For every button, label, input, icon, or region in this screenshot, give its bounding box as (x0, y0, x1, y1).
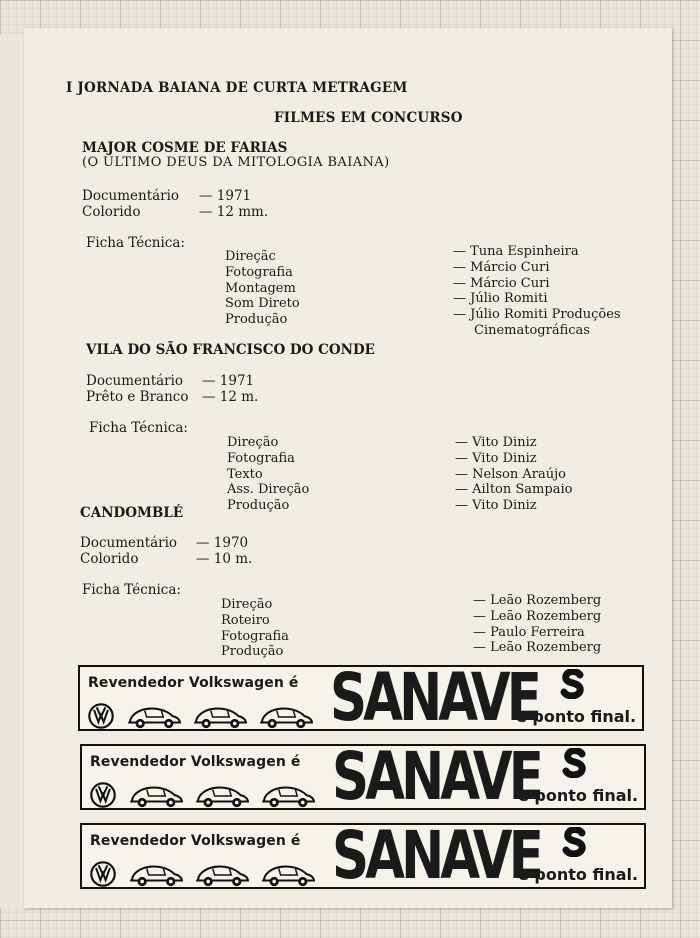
ficha-label: Ficha Técnica: (89, 420, 188, 436)
credit-roles (227, 435, 309, 514)
credit-name: — Paulo Ferreira (473, 624, 585, 640)
credit-name: — Márcio Curi (453, 275, 550, 291)
credit-name: — Júlio Romiti Produções (453, 307, 621, 323)
left-page-edge (0, 34, 27, 908)
role: Roteiro (221, 612, 270, 628)
role: Produção (225, 312, 288, 328)
section-title: FILMES EM CONCURSO (274, 110, 463, 126)
film-type: Documentário (80, 535, 178, 551)
role: Direção (221, 597, 273, 612)
ad-slogan: e ponto final. (518, 786, 639, 805)
film-gauge: — 12 m. (202, 389, 259, 405)
credit-names (473, 593, 601, 656)
volkswagen-logo-icon (88, 703, 114, 729)
credit-roles (225, 249, 300, 328)
sanave-s-logo-icon (562, 748, 588, 778)
beetle-cars-icon (124, 705, 320, 729)
ad-tagline: Revendedor Volkswagen é (88, 675, 299, 691)
ficha-label: Ficha Técnica: (86, 235, 185, 251)
credit-name: — Ailton Sampaio (455, 482, 573, 498)
film-color: Prêto e Branco (86, 389, 189, 405)
credit-names (455, 435, 572, 514)
sanave-s-logo-icon (562, 827, 588, 857)
film-color: Colorido (80, 551, 139, 567)
film-gauge: — 12 mm. (199, 204, 269, 220)
credit-name: — Márcio Curi (453, 259, 550, 275)
film-color: Colorido (82, 204, 141, 220)
role: Fotografia (225, 264, 293, 280)
film-year: — 1971 (202, 373, 255, 389)
film-title-vila: VILA DO SÃO FRANCISCO DO CONDE (86, 342, 375, 358)
credit-name: — Vito Diniz (455, 498, 537, 514)
ad-brand: SANAVE (332, 738, 540, 815)
beetle-cars-icon (126, 863, 322, 887)
volkswagen-logo-icon (90, 861, 116, 887)
credit-name-continued: Cinematográficas (474, 322, 590, 338)
role: Direçãc (225, 249, 276, 264)
credit-name: — Leão Rozemberg (473, 593, 602, 608)
role: Fotografia (221, 628, 289, 644)
film-gauge: — 10 m. (196, 551, 253, 567)
role: Som Direto (225, 296, 300, 312)
film-type: Documentário (86, 373, 184, 389)
ad-tagline: Revendedor Volkswagen é (90, 754, 301, 770)
credit-name: — Nelson Araújo (455, 466, 566, 482)
role: Ass. Direção (227, 482, 310, 498)
event-title: I JORNADA BAIANA DE CURTA METRAGEM (66, 80, 408, 96)
ad-brand: SANAVE (332, 817, 540, 894)
credit-name: — Leão Rozemberg (473, 640, 602, 656)
ad-tagline: Revendedor Volkswagen é (90, 833, 301, 849)
role: Texto (227, 466, 263, 482)
role: Direção (227, 435, 279, 450)
film-title-candomble: CANDOMBLÉ (80, 505, 184, 521)
credit-name: — Vito Diniz (455, 450, 537, 466)
ad-brand: SANAVE (330, 659, 538, 736)
credit-name: — Leão Rozemberg (473, 608, 602, 624)
sanave-ad (80, 817, 646, 894)
role: Produção (221, 644, 284, 660)
sanave-ad (78, 659, 644, 736)
film-year: — 1971 (199, 188, 252, 204)
role: Fotografia (227, 450, 295, 466)
credit-names (453, 244, 621, 339)
film-year: — 1970 (196, 535, 249, 551)
volkswagen-logo-icon (90, 782, 116, 808)
sanave-ad (80, 738, 646, 815)
beetle-cars-icon (126, 784, 322, 808)
credit-name: — Vito Diniz (455, 435, 537, 450)
credit-roles (221, 597, 289, 660)
role: Produção (227, 498, 290, 514)
ficha-label: Ficha Técnica: (82, 582, 181, 598)
role: Montagem (225, 280, 296, 296)
credit-name: — Júlio Romiti (453, 291, 548, 307)
credit-name: — Tuna Espinheira (453, 244, 579, 259)
ad-slogan: e ponto final. (516, 707, 637, 726)
film-subtitle: (O ÚLTIMO DEUS DA MITOLOGIA BAIANA) (82, 155, 390, 170)
sanave-s-logo-icon (560, 669, 586, 699)
ad-slogan: e ponto final. (518, 865, 639, 884)
film-title-major-cosme: MAJOR COSME DE FARIAS (82, 140, 288, 156)
film-type: Documentário (82, 188, 180, 204)
